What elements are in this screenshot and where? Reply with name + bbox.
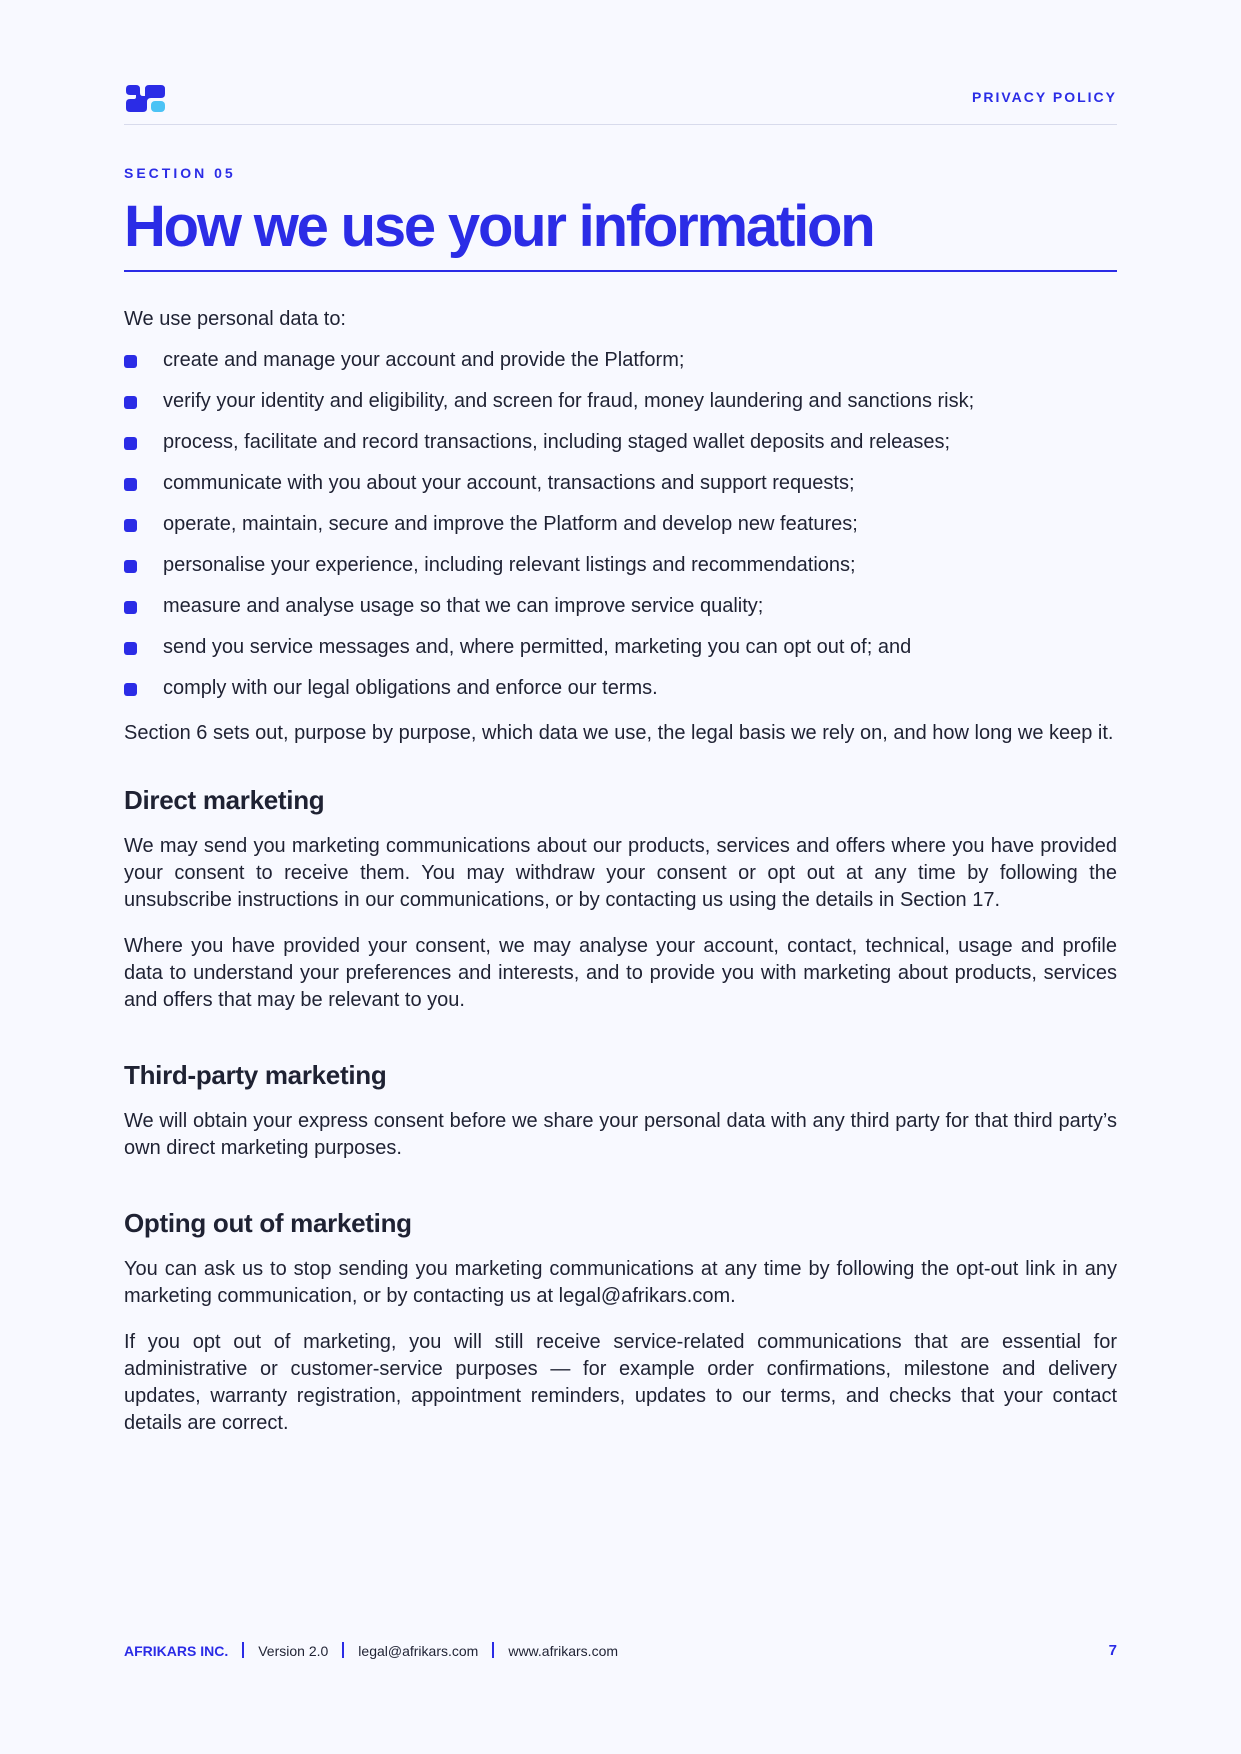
document-type-label: PRIVACY POLICY (972, 89, 1117, 105)
list-item-text: send you service messages and, where permitted, marketing you can opt out of; and (163, 636, 912, 658)
footer-company: AFRIKARS INC. (124, 1643, 229, 1659)
direct-marketing-paragraph: We may send you marketing communications about our products, services and offers where you have provided your consent to receive them. You may withdraw your consent or opt out at any time by following the unsubscribe instructions in our communications, or by contacting us using the details in Section 17. (124, 835, 1117, 911)
list-item-text: personalise your experience, including relevant listings and recommendations; (163, 554, 856, 576)
third-party-marketing-paragraph: We will obtain your express consent before we share your personal data with any third party for that third party’s own direct marketing purposes. (124, 1110, 1117, 1159)
bullet-icon (124, 683, 137, 696)
list-item (124, 593, 1117, 634)
footer-website-link[interactable]: www.afrikars.com (508, 1643, 619, 1659)
intro-text: We use personal data to: (124, 308, 346, 330)
section-number: SECTION 05 (124, 165, 236, 181)
opting-out-heading: Opting out of marketing (124, 1208, 412, 1238)
list-item (124, 388, 1117, 429)
direct-marketing-paragraph: Where you have provided your consent, we may analyse your account, contact, technical, usage and profile data to understand your preferences and interests, and to provide you with marketing about products, services and offers that may be relevant to you. (124, 935, 1117, 1011)
list-item (124, 675, 1117, 716)
list-item (124, 347, 1117, 388)
list-item (124, 634, 1117, 675)
bullet-icon (124, 355, 137, 368)
footer-separator (492, 1642, 494, 1658)
opting-out-paragraph: You can ask us to stop sending you marketing communications at any time by following the opt-out link in any marketing communication, or by contacting us at legal@afrikars.com. (124, 1258, 1117, 1307)
list-item (124, 429, 1117, 470)
section-body (124, 306, 1117, 1437)
title-divider (124, 270, 1117, 272)
bullet-icon (124, 560, 137, 573)
page-footer (124, 1642, 1117, 1664)
list-item-text: comply with our legal obligations and enforce our terms. (163, 677, 658, 699)
bullet-icon (124, 437, 137, 450)
closing-text: Section 6 sets out, purpose by purpose, which data we use, the legal basis we rely on, and how long we keep it. (124, 722, 1114, 744)
list-item-text: operate, maintain, secure and improve the Platform and develop new features; (163, 513, 858, 535)
third-party-marketing-heading: Third-party marketing (124, 1060, 387, 1090)
opting-out-paragraph: If you opt out of marketing, you will still receive service-related communications that are essential for administrative or customer-service purposes — for example order confirmations, milestone and delivery updates, warranty registration, appointment reminders, updates to our terms, and checks that your contact details are correct. (124, 1331, 1117, 1434)
bullet-icon (124, 478, 137, 491)
list-item-text: verify your identity and eligibility, and screen for fraud, money laundering and sanctions risk; (163, 390, 975, 412)
direct-marketing-heading: Direct marketing (124, 785, 325, 815)
footer-version: Version 2.0 (258, 1643, 329, 1659)
list-item (124, 511, 1117, 552)
list-item-text: measure and analyse usage so that we can improve service quality; (163, 595, 764, 617)
bullet-icon (124, 519, 137, 532)
bullet-icon (124, 642, 137, 655)
list-item (124, 470, 1117, 511)
bullet-icon (124, 601, 137, 614)
document-page (124, 0, 1117, 1754)
list-item-text: create and manage your account and provide the Platform; (163, 349, 685, 371)
list-item (124, 552, 1117, 593)
purpose-list (124, 347, 1117, 716)
list-item-text: process, facilitate and record transactions, including staged wallet deposits and releases; (163, 431, 951, 453)
footer-email-link[interactable]: legal@afrikars.com (358, 1643, 479, 1659)
bullet-icon (124, 396, 137, 409)
page-number: 7 (1108, 1642, 1117, 1659)
page-title: How we use your information (124, 194, 874, 259)
footer-separator (342, 1642, 344, 1658)
afrikars-logo-icon (124, 83, 166, 113)
page-header (124, 80, 1117, 125)
list-item-text: communicate with you about your account, transactions and support requests; (163, 472, 855, 494)
footer-separator (242, 1642, 244, 1658)
